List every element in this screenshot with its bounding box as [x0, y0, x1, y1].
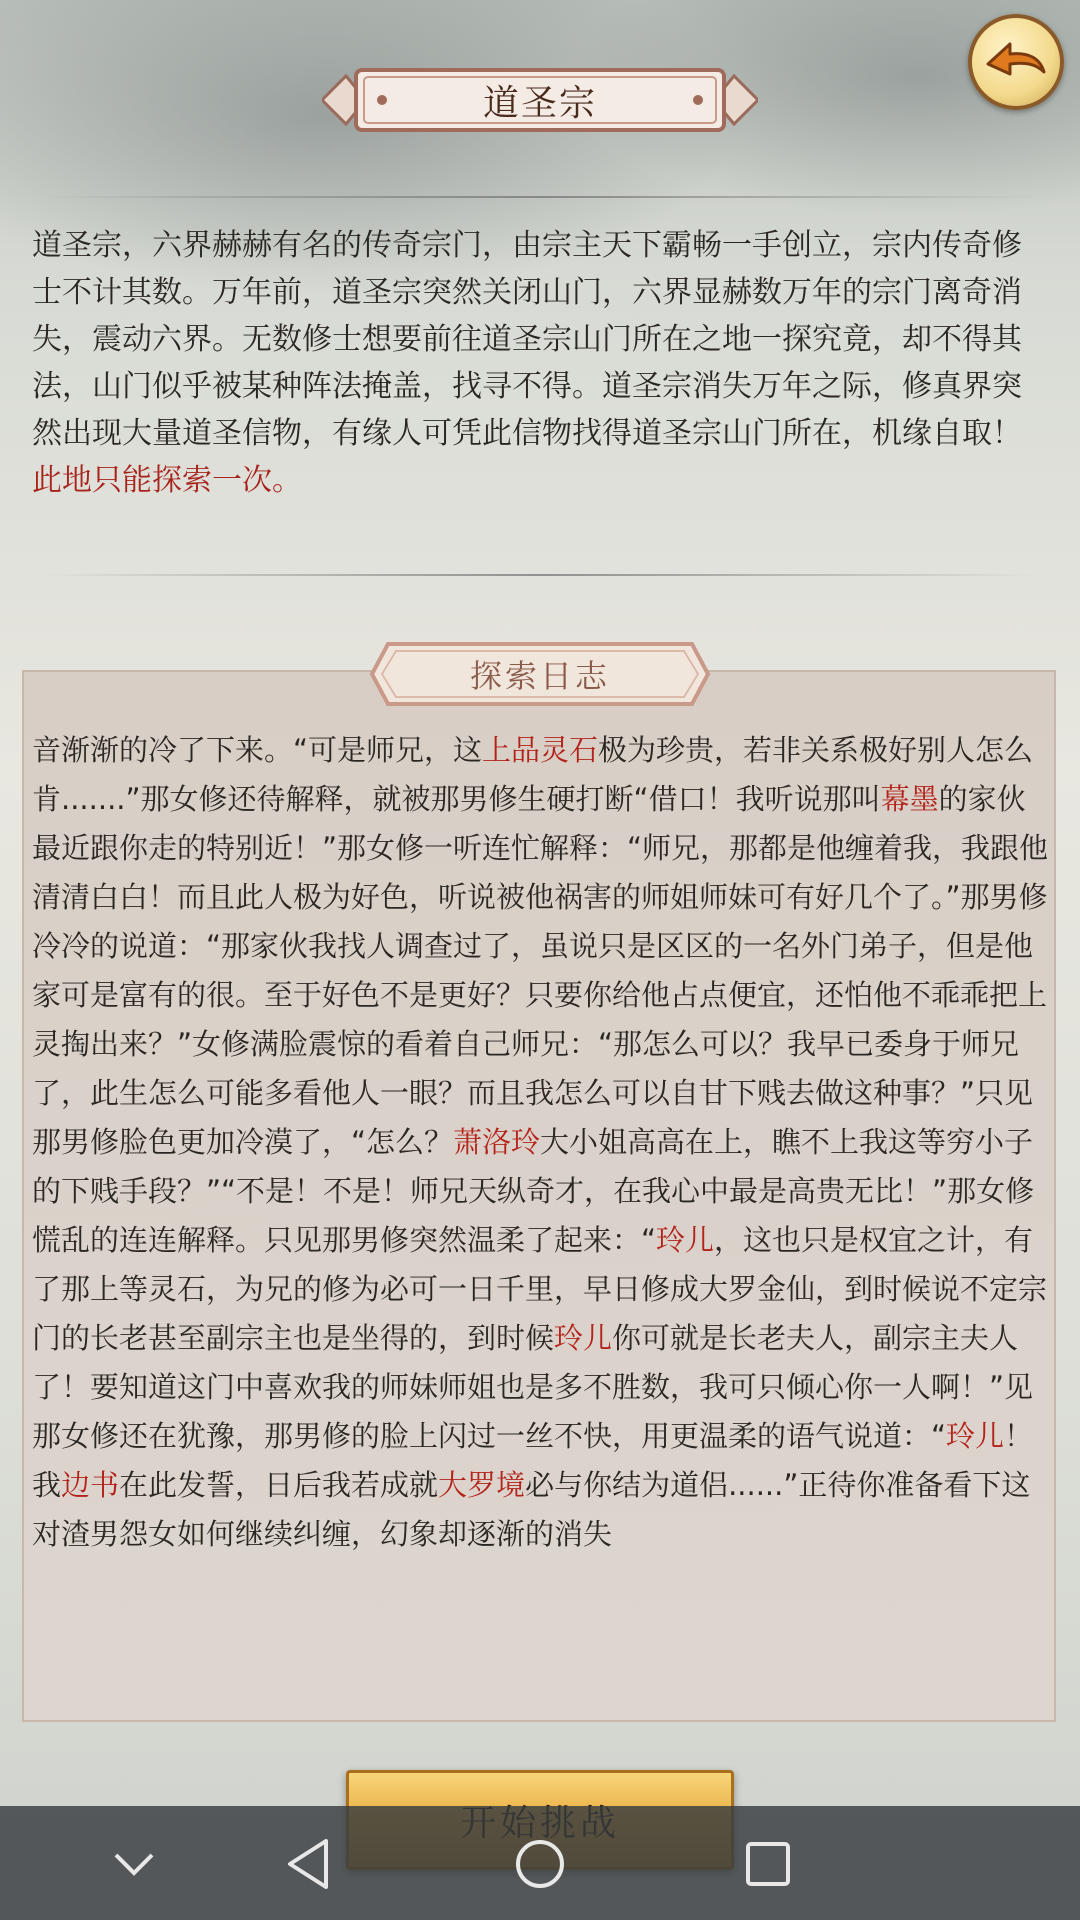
log-highlight-term: 边书 [61, 1468, 120, 1502]
intro-description [32, 222, 1032, 504]
explore-once-warning: 此地只能探索一次。 [32, 463, 302, 498]
nav-hide-button[interactable] [94, 1826, 174, 1902]
back-button[interactable] [968, 14, 1064, 110]
log-text-segment: 极为珍贵，若非关系极好别人怎么肯.......”那女修还待解释，就被那男修生硬打断“借口！我听说那叫 [32, 733, 1034, 816]
log-highlight-term: 幕墨 [880, 782, 939, 816]
recents-square-icon [743, 1839, 793, 1889]
top-divider [40, 196, 1040, 198]
log-text-segment: 在此发誓，日后我若成就 [119, 1468, 439, 1502]
back-arrow-icon [984, 38, 1048, 86]
intro-divider [40, 574, 1040, 576]
log-title: 探索日志 [469, 657, 610, 695]
log-text-segment: ，这也只是权宜之计，有了那上等灵石，为兄的修为必可一日千里，早日修成大罗金仙，到时候说不定宗门的长老甚至副宗主也是坐得的，到时候 [32, 1223, 1048, 1355]
log-text-segment: 必与你结为道侣......”正待你准备看下这对渣男怨女如何继续纠缠，幻象却逐渐的消失 [32, 1468, 1031, 1551]
log-highlight-term: 玲儿 [946, 1419, 1005, 1453]
log-highlight-term: 大罗境 [438, 1468, 526, 1502]
system-navbar [0, 1806, 1080, 1920]
chevron-down-icon [112, 1849, 156, 1879]
nav-home-button[interactable] [500, 1826, 580, 1902]
nav-recents-button[interactable] [728, 1826, 808, 1902]
intro-text: 道圣宗，六界赫赫有名的传奇宗门，由宗主天下霸畅一手创立，宗内传奇修士不计其数。万年前，道圣宗突然关闭山门，六界显赫数万年的宗门离奇消失，震动六界。无数修士想要前往道圣宗山门所在之地一探究竟，却不得其法，山门似乎被某种阵法掩盖，找寻不得。道圣宗消失万年之际，修真界突然出现大量道圣信物，有缘人可凭此信物找得道圣宗山门所在，机缘自取！ [32, 228, 1022, 451]
log-text-segment: 的家伙最近跟你走的特别近！”那女修一听连忙解释：“师兄，那都是他缠着我，我跟他清清白白！而且此人极为好色，听说被他祸害的师姐师妹可有好几个了。”那男修冷冷的说道：“那家伙我找人调查过了，虽说只是区区的一名外门弟子，但是他家可是富有的很。至于好色不是更好？只要你给他占点便宜，还怕他不乖乖把上灵掏出来？”女修满脸震惊的看着自己师兄：“那怎么可以？我早已委身于师兄了，此生怎么可能多看他人一眼？而且我怎么可以自甘下贱去做这种事？”只见那男修脸色更加冷漠了，“怎么？ [32, 782, 1049, 1159]
log-highlight-term: 萧洛玲 [453, 1125, 541, 1159]
log-highlight-term: 玲儿 [656, 1223, 715, 1257]
page-title: 道圣宗 [482, 82, 597, 124]
title-banner [322, 64, 758, 136]
log-highlight-term: 上品灵石 [482, 733, 599, 767]
log-text-segment: 音渐渐的冷了下来。“可是师兄，这 [32, 733, 483, 767]
back-triangle-icon [284, 1837, 332, 1891]
log-text-segment: ！我 [32, 1419, 1034, 1502]
log-title-tab [368, 640, 712, 708]
log-content[interactable] [32, 726, 1052, 1706]
log-highlight-term: 玲儿 [554, 1321, 613, 1355]
log-text-segment: 你可就是长老夫人，副宗主夫人了！要知道这门中喜欢我的师妹师姐也是多不胜数，我可只倾心你一人啊！”见那女修还在犹豫，那男修的脸上闪过一丝不快，用更温柔的语气说道：“ [32, 1321, 1034, 1453]
home-circle-icon [513, 1837, 567, 1891]
nav-back-button[interactable] [268, 1826, 348, 1902]
log-text-segment: 大小姐高高在上，瞧不上我这等穷小子的下贱手段？”“不是！不是！师兄天纵奇才，在我心中最是高贵无比！”那女修慌乱的连连解释。只见那男修突然温柔了起来：“ [32, 1125, 1035, 1257]
